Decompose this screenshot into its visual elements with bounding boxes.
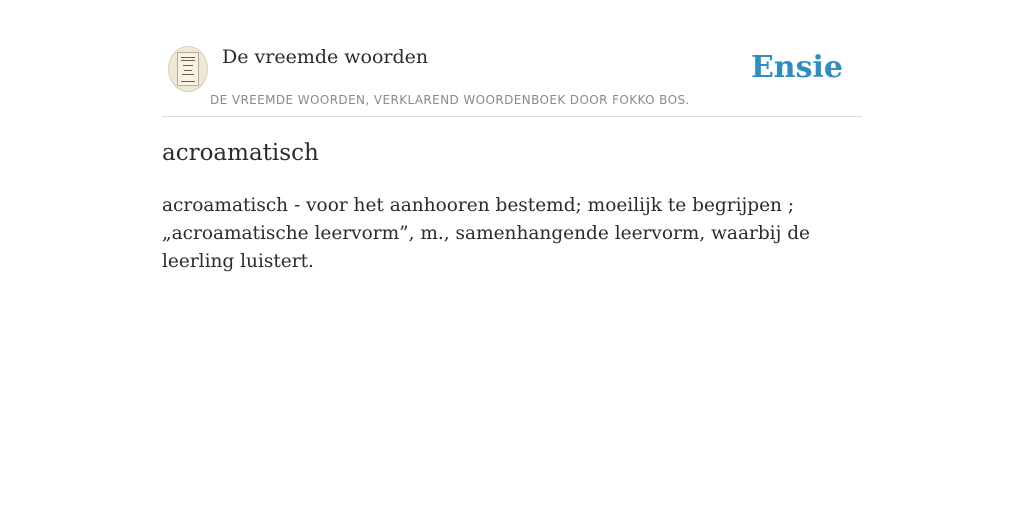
book-cover-image[interactable]: [168, 46, 208, 92]
book-subtitle: DE VREEMDE WOORDEN, VERKLAREND WOORDENBOEK DOOR FOKKO BOS.: [210, 93, 690, 107]
ensie-logo-link[interactable]: Ensie: [750, 50, 843, 85]
book-cover-page: [177, 52, 199, 86]
cover-text-line: [182, 74, 194, 75]
header: [162, 44, 862, 117]
book-title-link[interactable]: De vreemde woorden: [222, 46, 429, 68]
page: [162, 0, 862, 512]
cover-text-line: [183, 65, 193, 66]
entry-term: acroamatisch: [162, 140, 319, 166]
cover-text-line: [184, 70, 192, 71]
cover-text-line: [181, 60, 195, 61]
entry-definition: acroamatisch - voor het aanhooren bestemd; moeilijk te begrijpen ; „acroamatische leervorm”, m., samenhangende leervorm, waarbij de leerling luistert.: [162, 195, 811, 272]
cover-text-line: [181, 81, 195, 82]
cover-text-line: [181, 57, 195, 58]
